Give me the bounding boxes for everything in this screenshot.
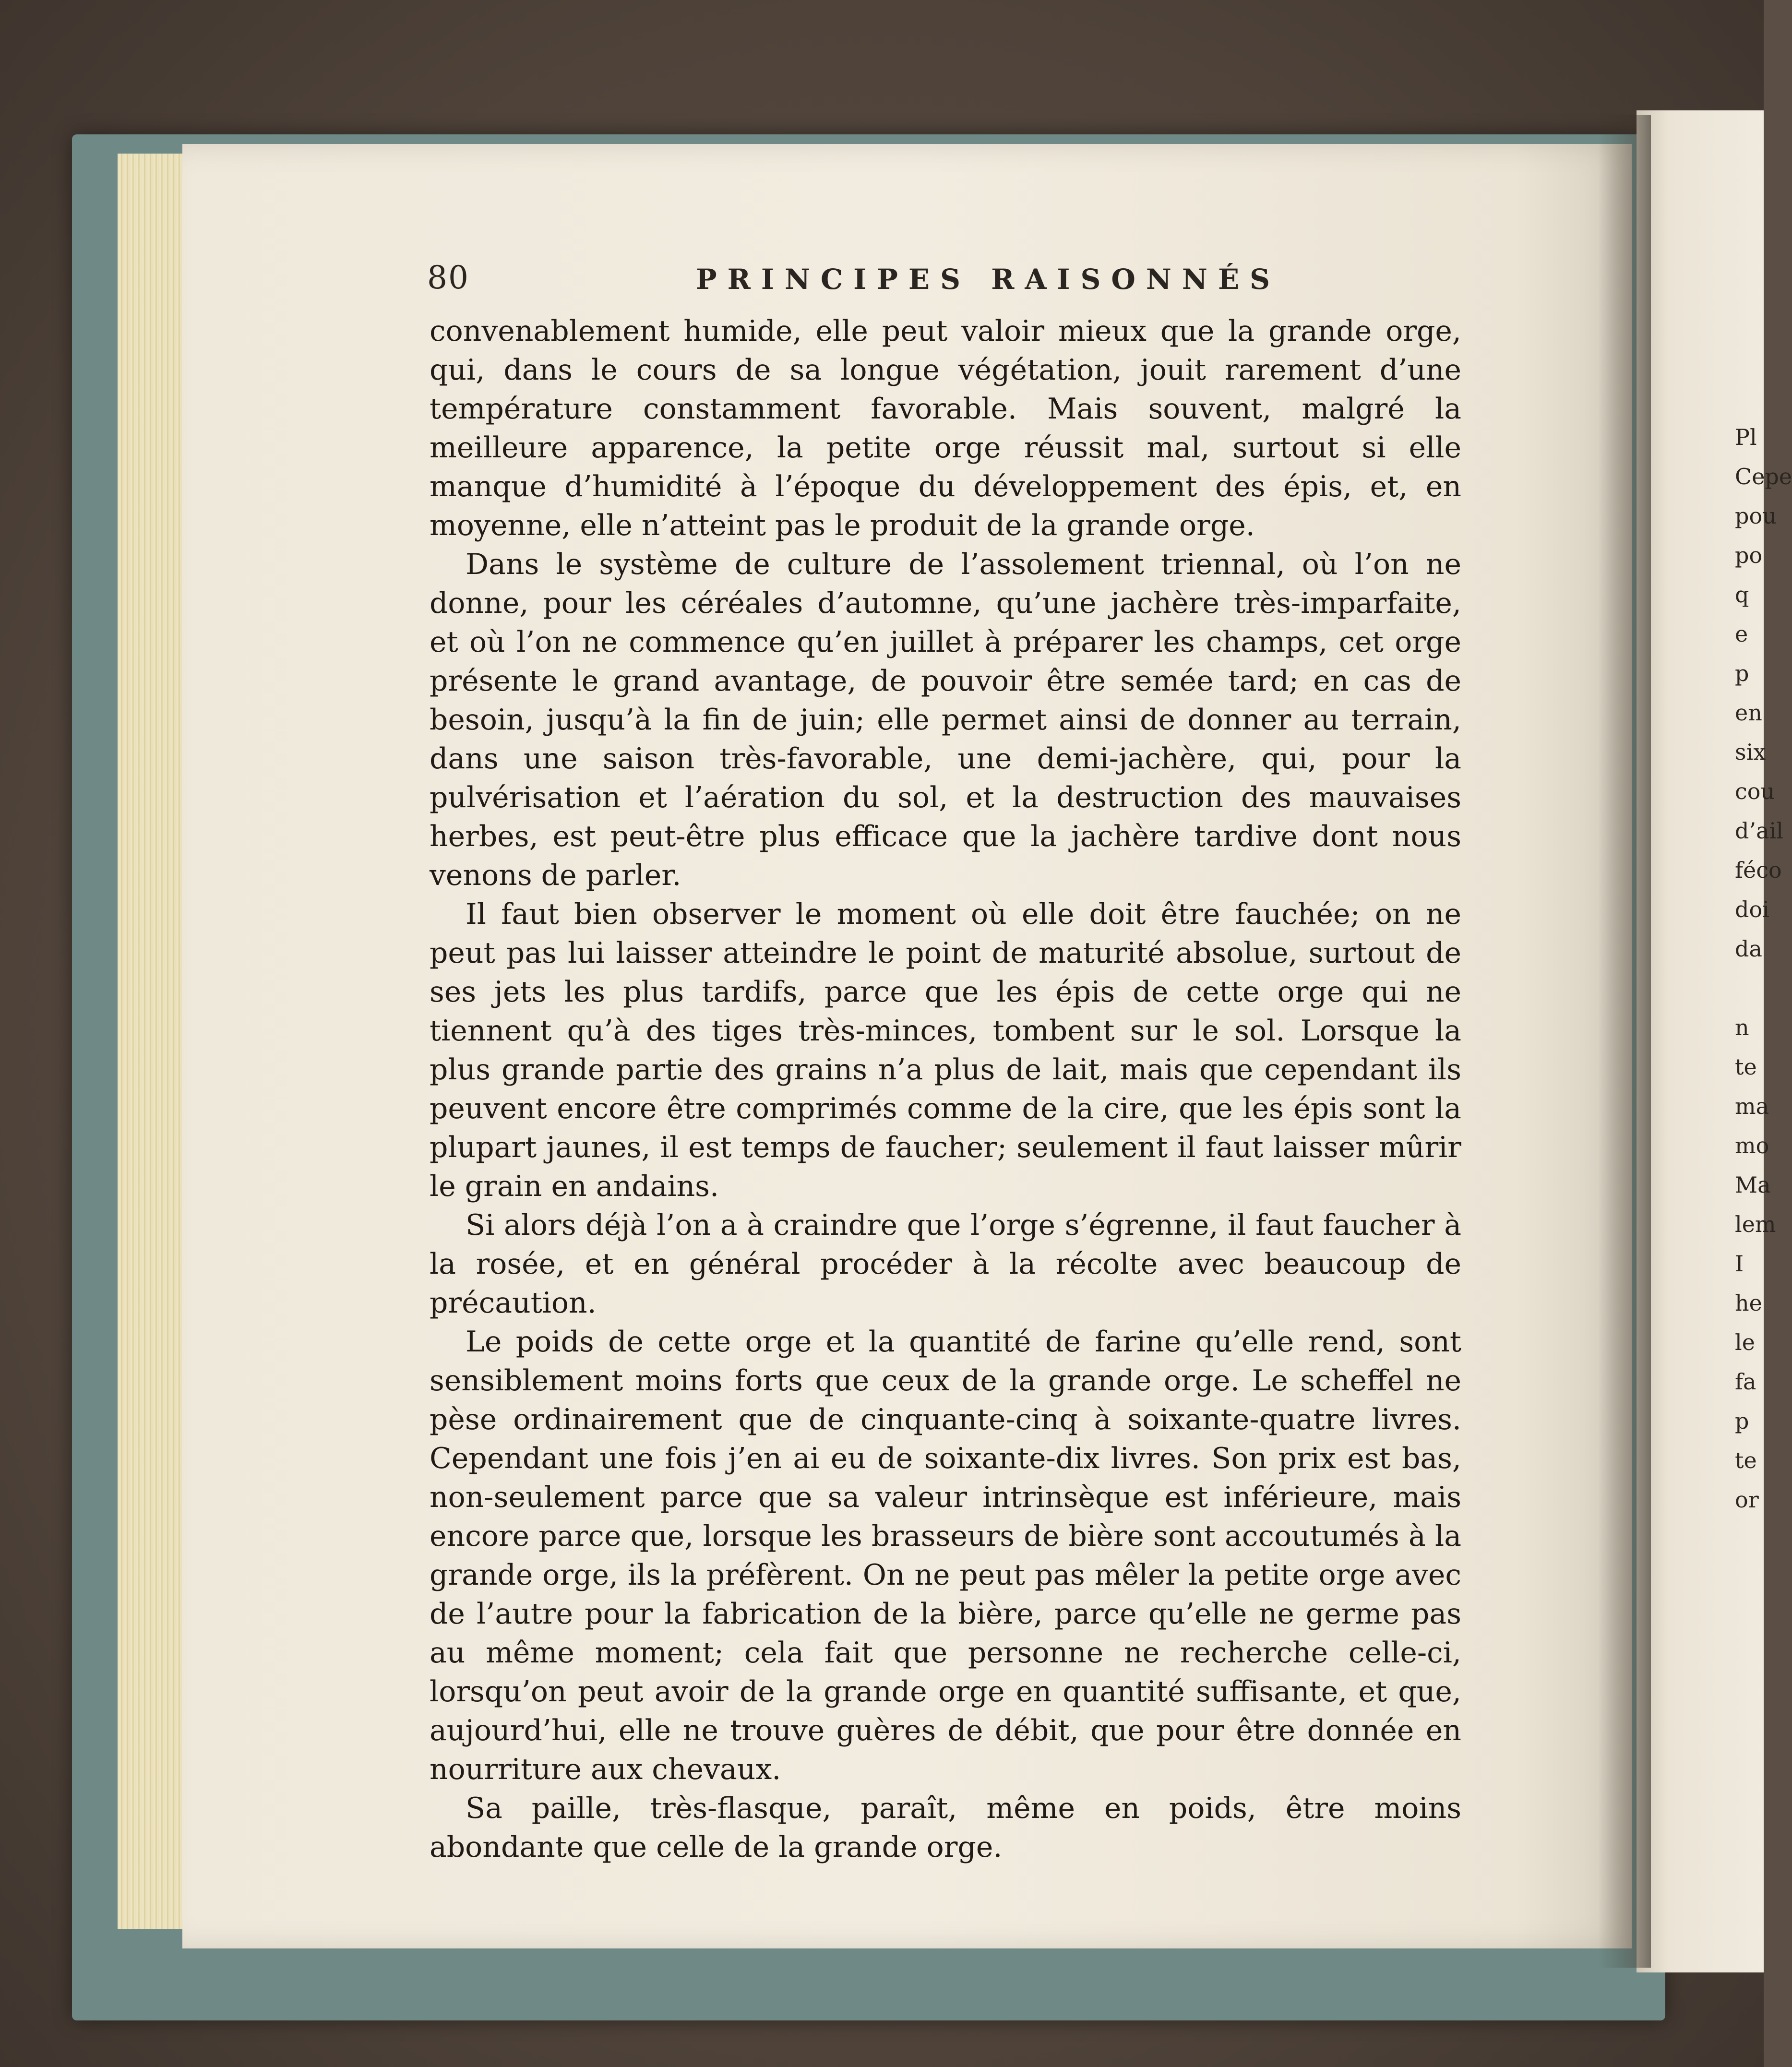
right-page-fragment: lem [1735,1211,1776,1237]
right-page-fragment: le [1735,1329,1755,1355]
right-page-text-fragments [1735,418,1792,1519]
right-page-fragment: fa [1735,1369,1756,1395]
paragraph: Dans le système de culture de l’assolement triennal, où l’on ne donne, pour les céréales d’automne, qu’une jachère très-imparfaite, et où l’on ne commence qu’en juillet à préparer les champs, cet orge présente le grand avantage, de pouvoir être semée tard; en cas de besoin, jusqu’à la fin de juin; elle permet ainsi de donner au terrain, dans une saison très-favorable, une demi-jachère, qui, pour la pulvérisation et l’aération du sol, et la destruction des mauvaises herbes, est peut-être plus efficace que la jachère tardive dont nous venons de parler. [430,548,1461,892]
paragraph: Sa paille, très-flasque, paraît, même en poids, être moins abondante que celle de la grande orge. [430,1792,1461,1864]
paragraph: convenablement humide, elle peut valoir mieux que la grande orge, qui, dans le cours de sa longue végétation, jouit rarement d’une température constamment favorable. Mais souvent, malgré la meilleure apparence, la petite orge réussit mal, surtout si elle manque d’humidité à l’époque du développement des épis, et, en moyenne, elle n’atteint pas le produit de la grande orge. [430,314,1461,542]
right-page-fragment: he [1735,1290,1762,1316]
right-page-fragment: or [1735,1487,1759,1513]
right-page-fragment: q [1735,582,1749,608]
right-page-fragment [1735,968,1764,1008]
right-page-fragment: pou [1735,503,1777,529]
right-page-fragment: te [1735,1447,1757,1473]
right-page-fragment: n [1735,1015,1749,1040]
gutter-shadow [1598,115,1651,1968]
paragraph: Il faut bien observer le moment où elle doit être fauchée; on ne peut pas lui laisser atteindre le point de maturité absolue, surtout de ses jets les plus tardifs, parce que les épis de cette orge qui ne tiennent qu’à des tiges très-minces, tombent sur le sol. Lorsque la plus grande partie des grains n’a plus de lait, mais que cependant ils peuvent encore être comprimés comme de la cire, que les épis sont la plupart jaunes, il est temps de faucher; seulement il faut laisser mûrir le grain en andains. [430,897,1461,1203]
right-page-fragment: six [1735,739,1766,765]
right-page-fragment: mo [1735,1133,1769,1159]
right-page-fragment: Cepe [1735,464,1792,490]
right-page-fragment: p [1735,660,1749,686]
right-page-fragment: po [1735,542,1763,568]
right-page-fragment: I [1735,1251,1744,1277]
right-page-fragment: p [1735,1408,1749,1434]
paragraph: Si alors déjà l’on a à craindre que l’orge s’égrenne, il faut faucher à la rosée, et en général procéder à la récolte avec beaucoup de précaution. [430,1208,1461,1320]
right-page-fragment: doi [1735,896,1769,922]
right-page-fragment: da [1735,936,1762,962]
right-page-fragment: ma [1735,1093,1769,1119]
right-page-fragment: cou [1735,778,1775,804]
body-text [430,312,1461,1867]
right-page-fragment: e [1735,621,1748,647]
right-page-fragment: en [1735,700,1762,726]
running-head: PRINCIPES RAISONNÉS [696,263,1281,296]
right-page-fragment: te [1735,1054,1757,1080]
page-number: 80 [427,259,469,296]
right-page-fragment: d’ail [1735,818,1783,844]
right-page-fragment: féco [1735,857,1782,883]
right-page-fragment: Pl [1735,424,1757,450]
paragraph: Le poids de cette orge et la quantité de farine qu’elle rend, sont sensiblement moins forts que ceux de la grande orge. Le scheffel ne pèse ordinairement que de cinquante-cinq à soixante-quatre livres. Cependant une fois j’en ai eu de soixante-dix livres. Son prix est bas, non-seulement parce que sa valeur intrinsèque est inférieure, mais encore parce que, lorsque les brasseurs de bière sont accoutumés à la grande orge, ils la préfèrent. On ne peut pas mêler la petite orge avec de l’autre pour la fabrication de la bière, parce qu’elle ne germe pas au même moment; cela fait que personne ne recherche celle-ci, lorsqu’on peut avoir de la grande orge en quantité suffisante, et que, aujourd’hui, elle ne trouve guères de débit, que pour être donnée en nourriture aux chevaux. [430,1325,1461,1786]
right-page-fragment: Ma [1735,1172,1771,1198]
